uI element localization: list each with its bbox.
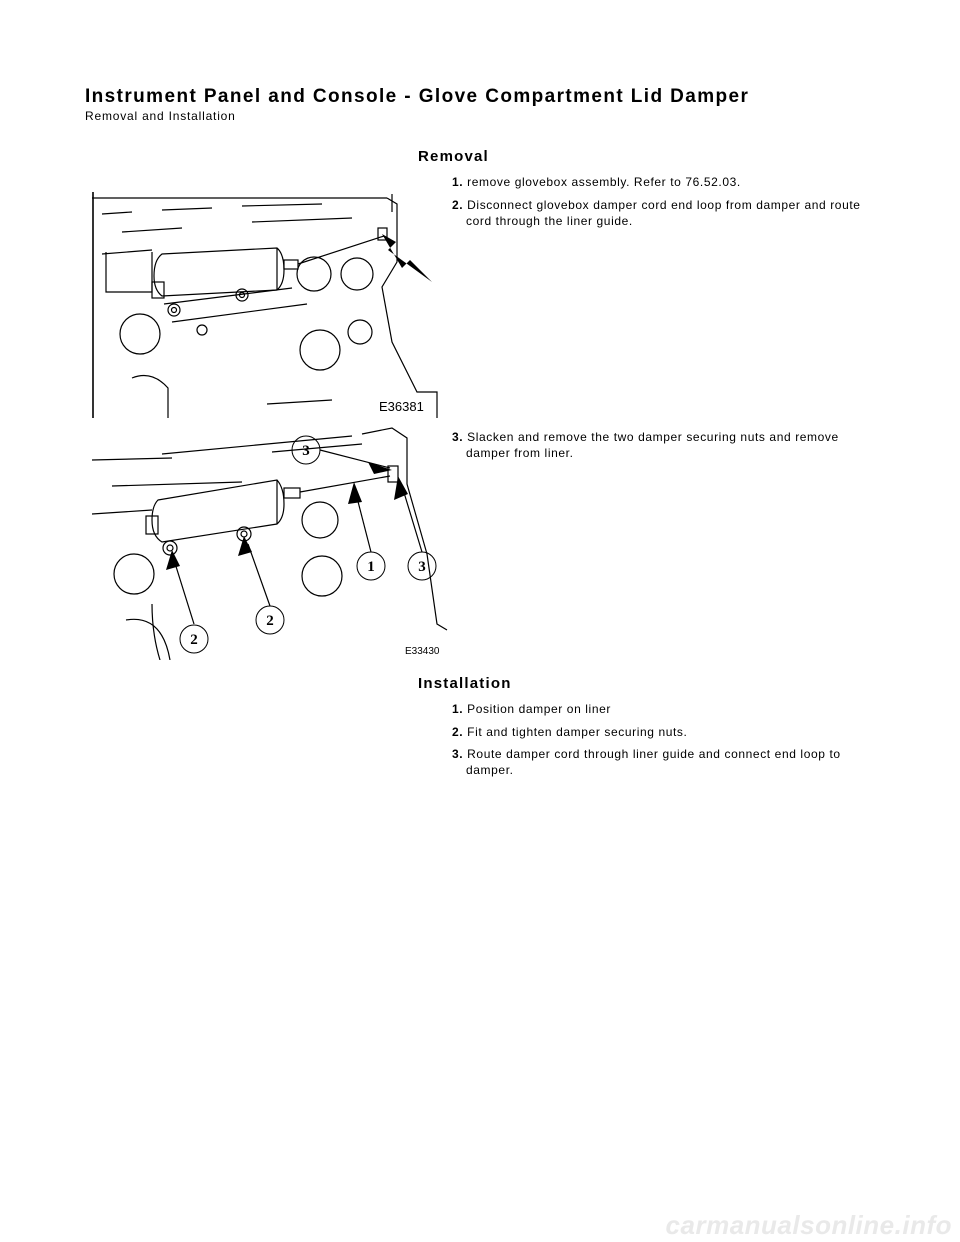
page-subtitle: Removal and Installation: [85, 109, 236, 123]
callout-label: 3: [418, 559, 426, 575]
removal-step-3: 3. Slacken and remove the two damper securing nuts and remove damper from liner.: [452, 430, 839, 460]
installation-step-3: 3. Route damper cord through liner guide and connect end loop to damper.: [452, 747, 841, 777]
removal-step-2: 2. Disconnect glovebox damper cord end loop from damper and route cord through the liner guide.: [452, 198, 861, 228]
installation-step-1: 1. Position damper on liner: [452, 702, 611, 716]
callout-label: 2: [190, 632, 198, 648]
watermark: carmanualsonline.info: [665, 1210, 952, 1240]
installation-heading: Installation: [418, 675, 512, 692]
removal-step-1: 1. remove glovebox assembly. Refer to 76.52.03.: [452, 175, 741, 189]
figure-code-label: E33430: [405, 646, 440, 657]
figure-e36381: [92, 192, 442, 418]
page-title: Instrument Panel and Console - Glove Compartment Lid Damper: [85, 86, 750, 107]
callout-label: 1: [367, 559, 375, 575]
figure-code-label: E36381: [379, 399, 424, 414]
callout-label: 3: [302, 443, 310, 459]
removal-heading: Removal: [418, 148, 489, 165]
installation-step-2: 2. Fit and tighten damper securing nuts.: [452, 725, 688, 739]
callout-label: 2: [266, 613, 274, 629]
figure-e33430: [92, 424, 452, 660]
